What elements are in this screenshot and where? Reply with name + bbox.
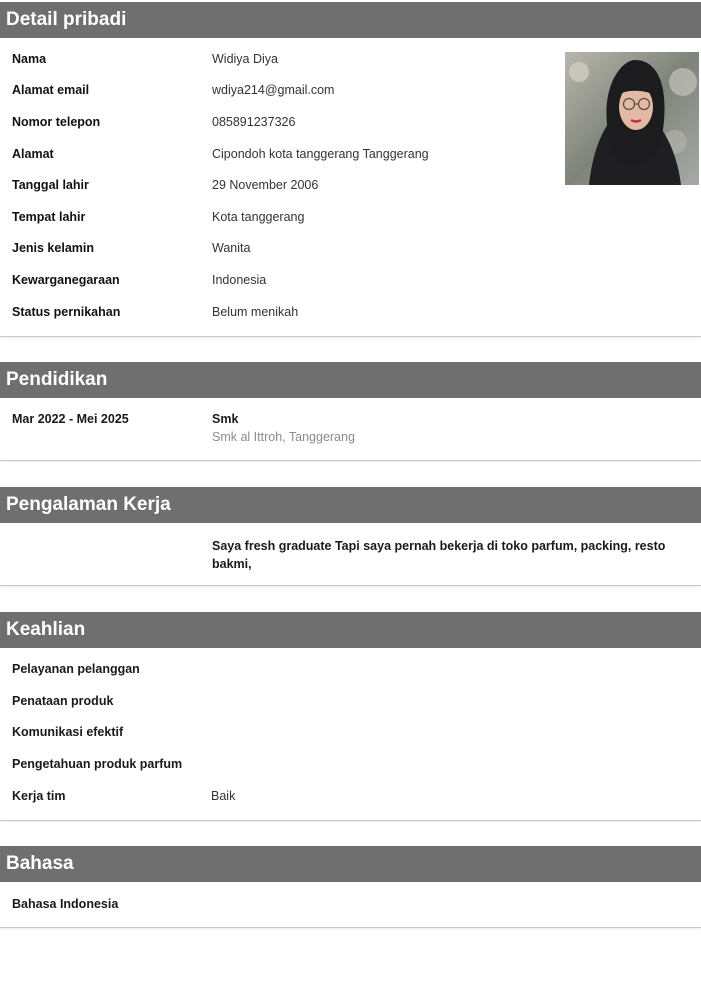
education-period: Mar 2022 - Mei 2025 bbox=[12, 412, 129, 426]
detail-value: Widiya Diya bbox=[212, 51, 278, 66]
detail-value: 085891237326 bbox=[212, 114, 296, 129]
education-list bbox=[0, 398, 701, 461]
detail-row-marital bbox=[0, 296, 701, 328]
detail-value: Indonesia bbox=[212, 272, 267, 287]
skills-list bbox=[0, 648, 701, 821]
education-detail: Smk al Ittroh, Tanggerang bbox=[212, 430, 355, 444]
detail-label: Nama bbox=[12, 51, 47, 66]
section-title-experience: Pengalaman Kerja bbox=[0, 487, 701, 523]
education-school: Smk bbox=[212, 412, 239, 426]
skill-name: Pengetahuan produk parfum bbox=[12, 757, 183, 772]
detail-label: Tanggal lahir bbox=[12, 178, 89, 193]
education-section bbox=[0, 362, 701, 461]
detail-value: Wanita bbox=[212, 241, 251, 256]
skill-name: Penataan produk bbox=[12, 693, 114, 708]
skill-name: Komunikasi efektif bbox=[12, 725, 124, 740]
skill-name: Kerja tim bbox=[12, 789, 66, 804]
languages-list bbox=[0, 882, 701, 928]
detail-row-birthplace bbox=[0, 201, 701, 233]
detail-label: Alamat bbox=[12, 146, 54, 161]
profile-photo bbox=[565, 52, 699, 185]
section-title-personal: Detail pribadi bbox=[0, 2, 701, 38]
personal-section bbox=[0, 2, 701, 337]
language-item bbox=[0, 888, 701, 920]
skill-item bbox=[0, 653, 701, 685]
personal-details bbox=[0, 38, 701, 337]
detail-value: Kota tanggerang bbox=[212, 209, 305, 224]
detail-value: 29 November 2006 bbox=[212, 178, 319, 193]
experience-section bbox=[0, 487, 701, 586]
detail-value: Belum menikah bbox=[212, 304, 299, 319]
skill-item bbox=[0, 780, 701, 812]
detail-label: Kewarganegaraan bbox=[12, 272, 120, 287]
detail-label: Tempat lahir bbox=[12, 209, 86, 224]
languages-section bbox=[0, 846, 701, 928]
profile-photo-image bbox=[565, 52, 699, 185]
education-item bbox=[0, 398, 701, 444]
detail-value: wdiya214@gmail.com bbox=[212, 83, 335, 98]
detail-label: Alamat email bbox=[12, 83, 90, 98]
detail-label: Status pernikahan bbox=[12, 304, 121, 319]
detail-label: Nomor telepon bbox=[12, 114, 101, 129]
skill-name: Pelayanan pelanggan bbox=[12, 661, 140, 676]
detail-value: Cipondoh kota tanggerang Tanggerang bbox=[212, 146, 429, 161]
skill-level: Baik bbox=[211, 789, 236, 804]
language-name: Bahasa Indonesia bbox=[12, 896, 119, 911]
skills-section bbox=[0, 612, 701, 821]
detail-label: Jenis kelamin bbox=[12, 241, 94, 256]
skill-item bbox=[0, 717, 701, 749]
skill-item bbox=[0, 748, 701, 780]
experience-body bbox=[0, 523, 701, 586]
detail-row-nationality bbox=[0, 264, 701, 296]
section-title-education: Pendidikan bbox=[0, 362, 701, 398]
detail-row-gender bbox=[0, 233, 701, 265]
section-title-skills: Keahlian bbox=[0, 612, 701, 648]
section-title-languages: Bahasa bbox=[0, 846, 701, 882]
skill-item bbox=[0, 685, 701, 717]
experience-description: Saya fresh graduate Tapi saya pernah bekerja di toko parfum, packing, resto bakmi, bbox=[212, 539, 666, 571]
